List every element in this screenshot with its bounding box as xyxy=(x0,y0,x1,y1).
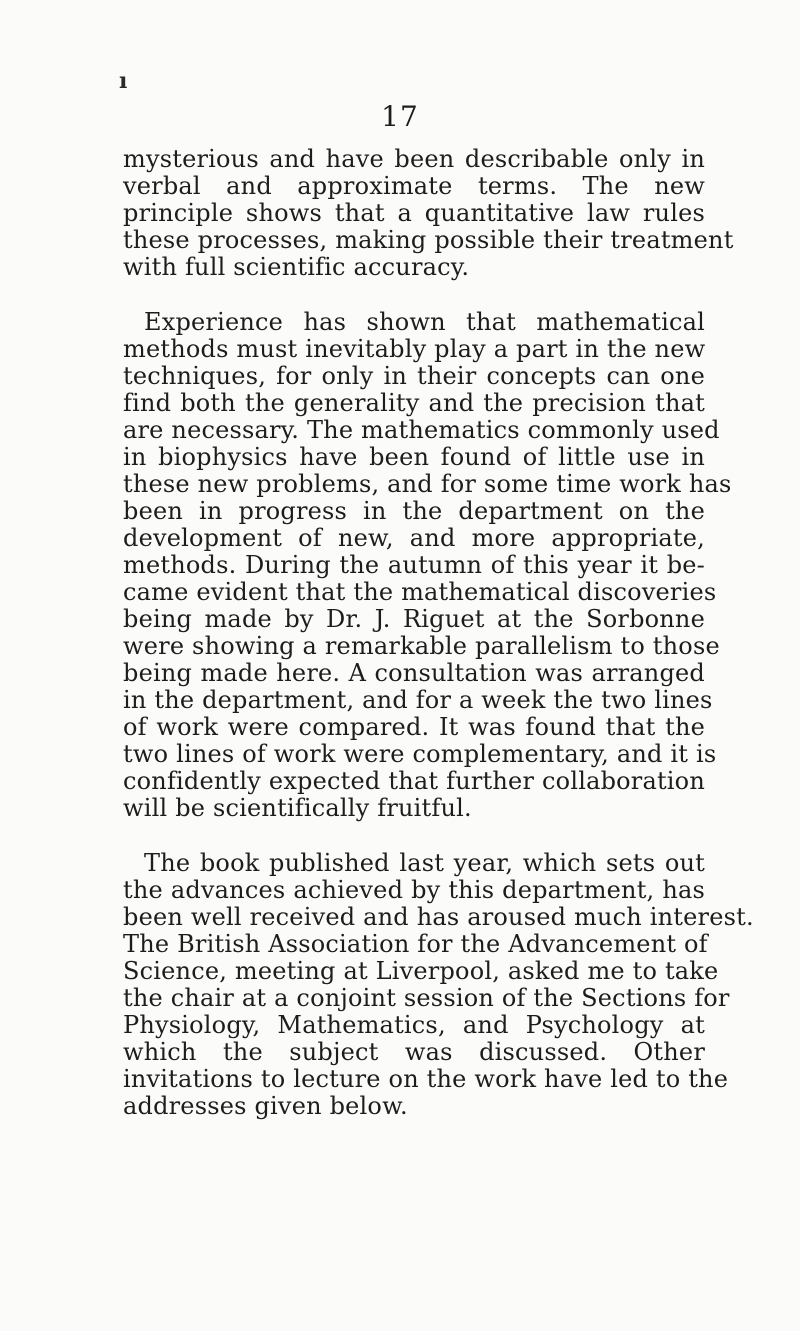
text-line: which the subject was discussed. Other xyxy=(123,1038,705,1066)
text-line: were showing a remarkable parallelism to those xyxy=(123,632,720,660)
text-line: mysterious and have been describable only in xyxy=(123,145,705,173)
text-line: addresses given below. xyxy=(123,1092,408,1120)
text-line: with full scientific accuracy. xyxy=(123,253,470,281)
text-line: will be scientifically fruitful. xyxy=(123,794,472,822)
page-number: 17 xyxy=(381,100,419,133)
text-line: methods must inevitably play a part in the new xyxy=(123,335,706,363)
text-line: been in progress in the department on the xyxy=(123,497,705,525)
text-line: find both the generality and the precision that xyxy=(123,389,705,417)
text-line: the advances achieved by this department, has xyxy=(123,876,705,904)
text-line: being made here. A consultation was arranged xyxy=(123,659,705,687)
text-line: principle shows that a quantitative law rules xyxy=(123,199,705,227)
text-line: came evident that the mathematical discoveries xyxy=(123,578,717,606)
text-line: The book published last year, which sets out xyxy=(144,849,705,877)
text-line: in biophysics have been found of little use in xyxy=(123,443,705,471)
body-text xyxy=(123,145,754,1120)
text-line: two lines of work were complementary, and it is xyxy=(123,740,717,768)
text-line: of work were compared. It was found that the xyxy=(123,713,705,741)
paragraph-1 xyxy=(123,145,734,281)
text-line: been well received and has aroused much interest. xyxy=(123,903,754,931)
text-line: techniques, for only in their concepts can one xyxy=(123,362,705,390)
paragraph-gap xyxy=(123,281,705,309)
text-line: these new problems, and for some time work has xyxy=(123,470,732,498)
text-line: these processes, making possible their treatment xyxy=(123,226,734,254)
text-line: The British Association for the Advancement of xyxy=(123,930,708,958)
paragraph-2 xyxy=(123,308,732,822)
text-line: Science, meeting at Liverpool, asked me to take xyxy=(123,957,719,985)
paragraph-gap xyxy=(123,822,705,850)
text-line: invitations to lecture on the work have led to the xyxy=(123,1065,729,1093)
text-line: the chair at a conjoint session of the Sections for xyxy=(123,984,730,1012)
text-line: Experience has shown that mathematical xyxy=(144,308,705,336)
paragraph-3 xyxy=(123,849,754,1120)
text-line: confidently expected that further collaboration xyxy=(123,767,705,795)
text-line: in the department, and for a week the two lines xyxy=(123,686,713,714)
margin-mark: ı xyxy=(119,68,128,94)
text-line: development of new, and more appropriate, xyxy=(123,524,705,552)
text-line: verbal and approximate terms. The new xyxy=(123,172,705,200)
text-line: being made by Dr. J. Riguet at the Sorbonne xyxy=(123,605,705,633)
text-line: are necessary. The mathematics commonly used xyxy=(123,416,720,444)
text-line: methods. During the autumn of this year it be- xyxy=(123,551,705,579)
text-line: Physiology, Mathematics, and Psychology at xyxy=(123,1011,705,1039)
